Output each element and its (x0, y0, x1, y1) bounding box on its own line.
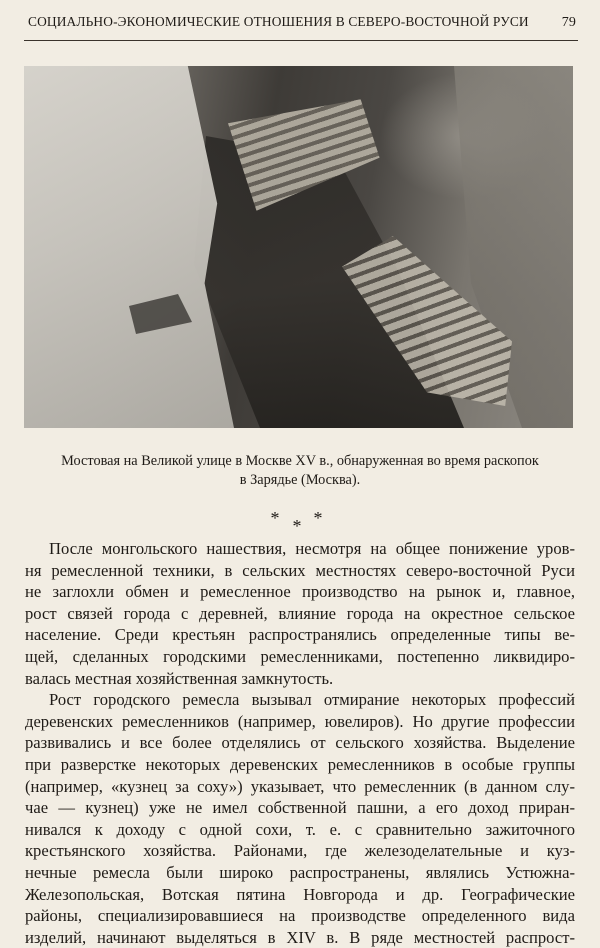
text-line: при разверстке некоторых деревенских ремесленников в особые группы (25, 754, 575, 774)
text-line: После монгольского нашествия, несмотря на общее понижение уров- (49, 539, 575, 558)
text-line: нечные ремесла были широко распространены, являлись Устюжна- (25, 862, 575, 882)
text-line: районы, специализировавшиеся на производстве определенного вида (25, 906, 575, 926)
text-line: изделий, начинают выделяться в XIV в. В ряде местностей распрост- (25, 927, 575, 947)
text-line: крестьянского хозяйства. Районами, где железоделательные и куз- (25, 841, 575, 861)
paragraph-1 (25, 538, 575, 689)
text-line: население. Среди крестьян распространялись определенные типы ве- (25, 625, 575, 645)
text-line: ня ремесленной техники, в сельских местностях северо-восточной Руси (25, 560, 575, 580)
text-line: не заглохли обмен и ремесленное производство на рынок и, главное, (25, 582, 575, 602)
text-line: развивались и все более отделялись от сельского хозяйства. Выделение (25, 733, 575, 753)
section-asterism (0, 508, 600, 534)
header-rule (24, 40, 578, 41)
text-line: Рост городского ремесла вызывал отмирание некоторых профессий (49, 690, 575, 710)
caption-line-2: в Зарядье (Москва). (239, 472, 361, 488)
excavation-photo (24, 66, 573, 428)
text-line: рост связей города с деревней, влияние города на окрестное сельское (25, 603, 575, 623)
text-line: нивался к доходу с одной сохи, т. е. с сравнительно зажиточного (25, 819, 575, 839)
text-line: Железопольская, Вотская пятина Новгорода и др. Географические (25, 884, 575, 904)
asterism-star: * (292, 516, 302, 536)
text-line: чае — кузнец) уже не имел собственной пашни, а его доход приран- (25, 798, 575, 818)
caption-line-1: Мостовая на Великой улице в Москве XV в., обнаруженная во время раскопок (61, 453, 539, 469)
running-head-title: СОЦИАЛЬНО-ЭКОНОМИЧЕСКИЕ ОТНОШЕНИЯ В СЕВЕРО-ВОСТОЧНОЙ РУСИ (28, 14, 529, 29)
figure-caption (28, 452, 572, 490)
body-text (25, 538, 575, 948)
asterism-star: * (313, 508, 323, 528)
photo-cut-section (24, 66, 234, 428)
running-head (28, 14, 576, 36)
text-line: валась местная хозяйственная замкнутость. (25, 668, 334, 688)
asterism-star: * (270, 508, 280, 528)
paragraph-2 (25, 689, 575, 948)
text-line: (например, «кузнец за соху») указывает, что ремесленник (в данном слу- (25, 776, 575, 796)
page-number: 79 (561, 15, 576, 30)
text-line: деревенских ремесленников (например, ювелиров). Но другие профессии (25, 711, 575, 731)
text-line: щей, сделанных городскими ремесленниками, постепенно ликвидиро- (25, 646, 575, 666)
